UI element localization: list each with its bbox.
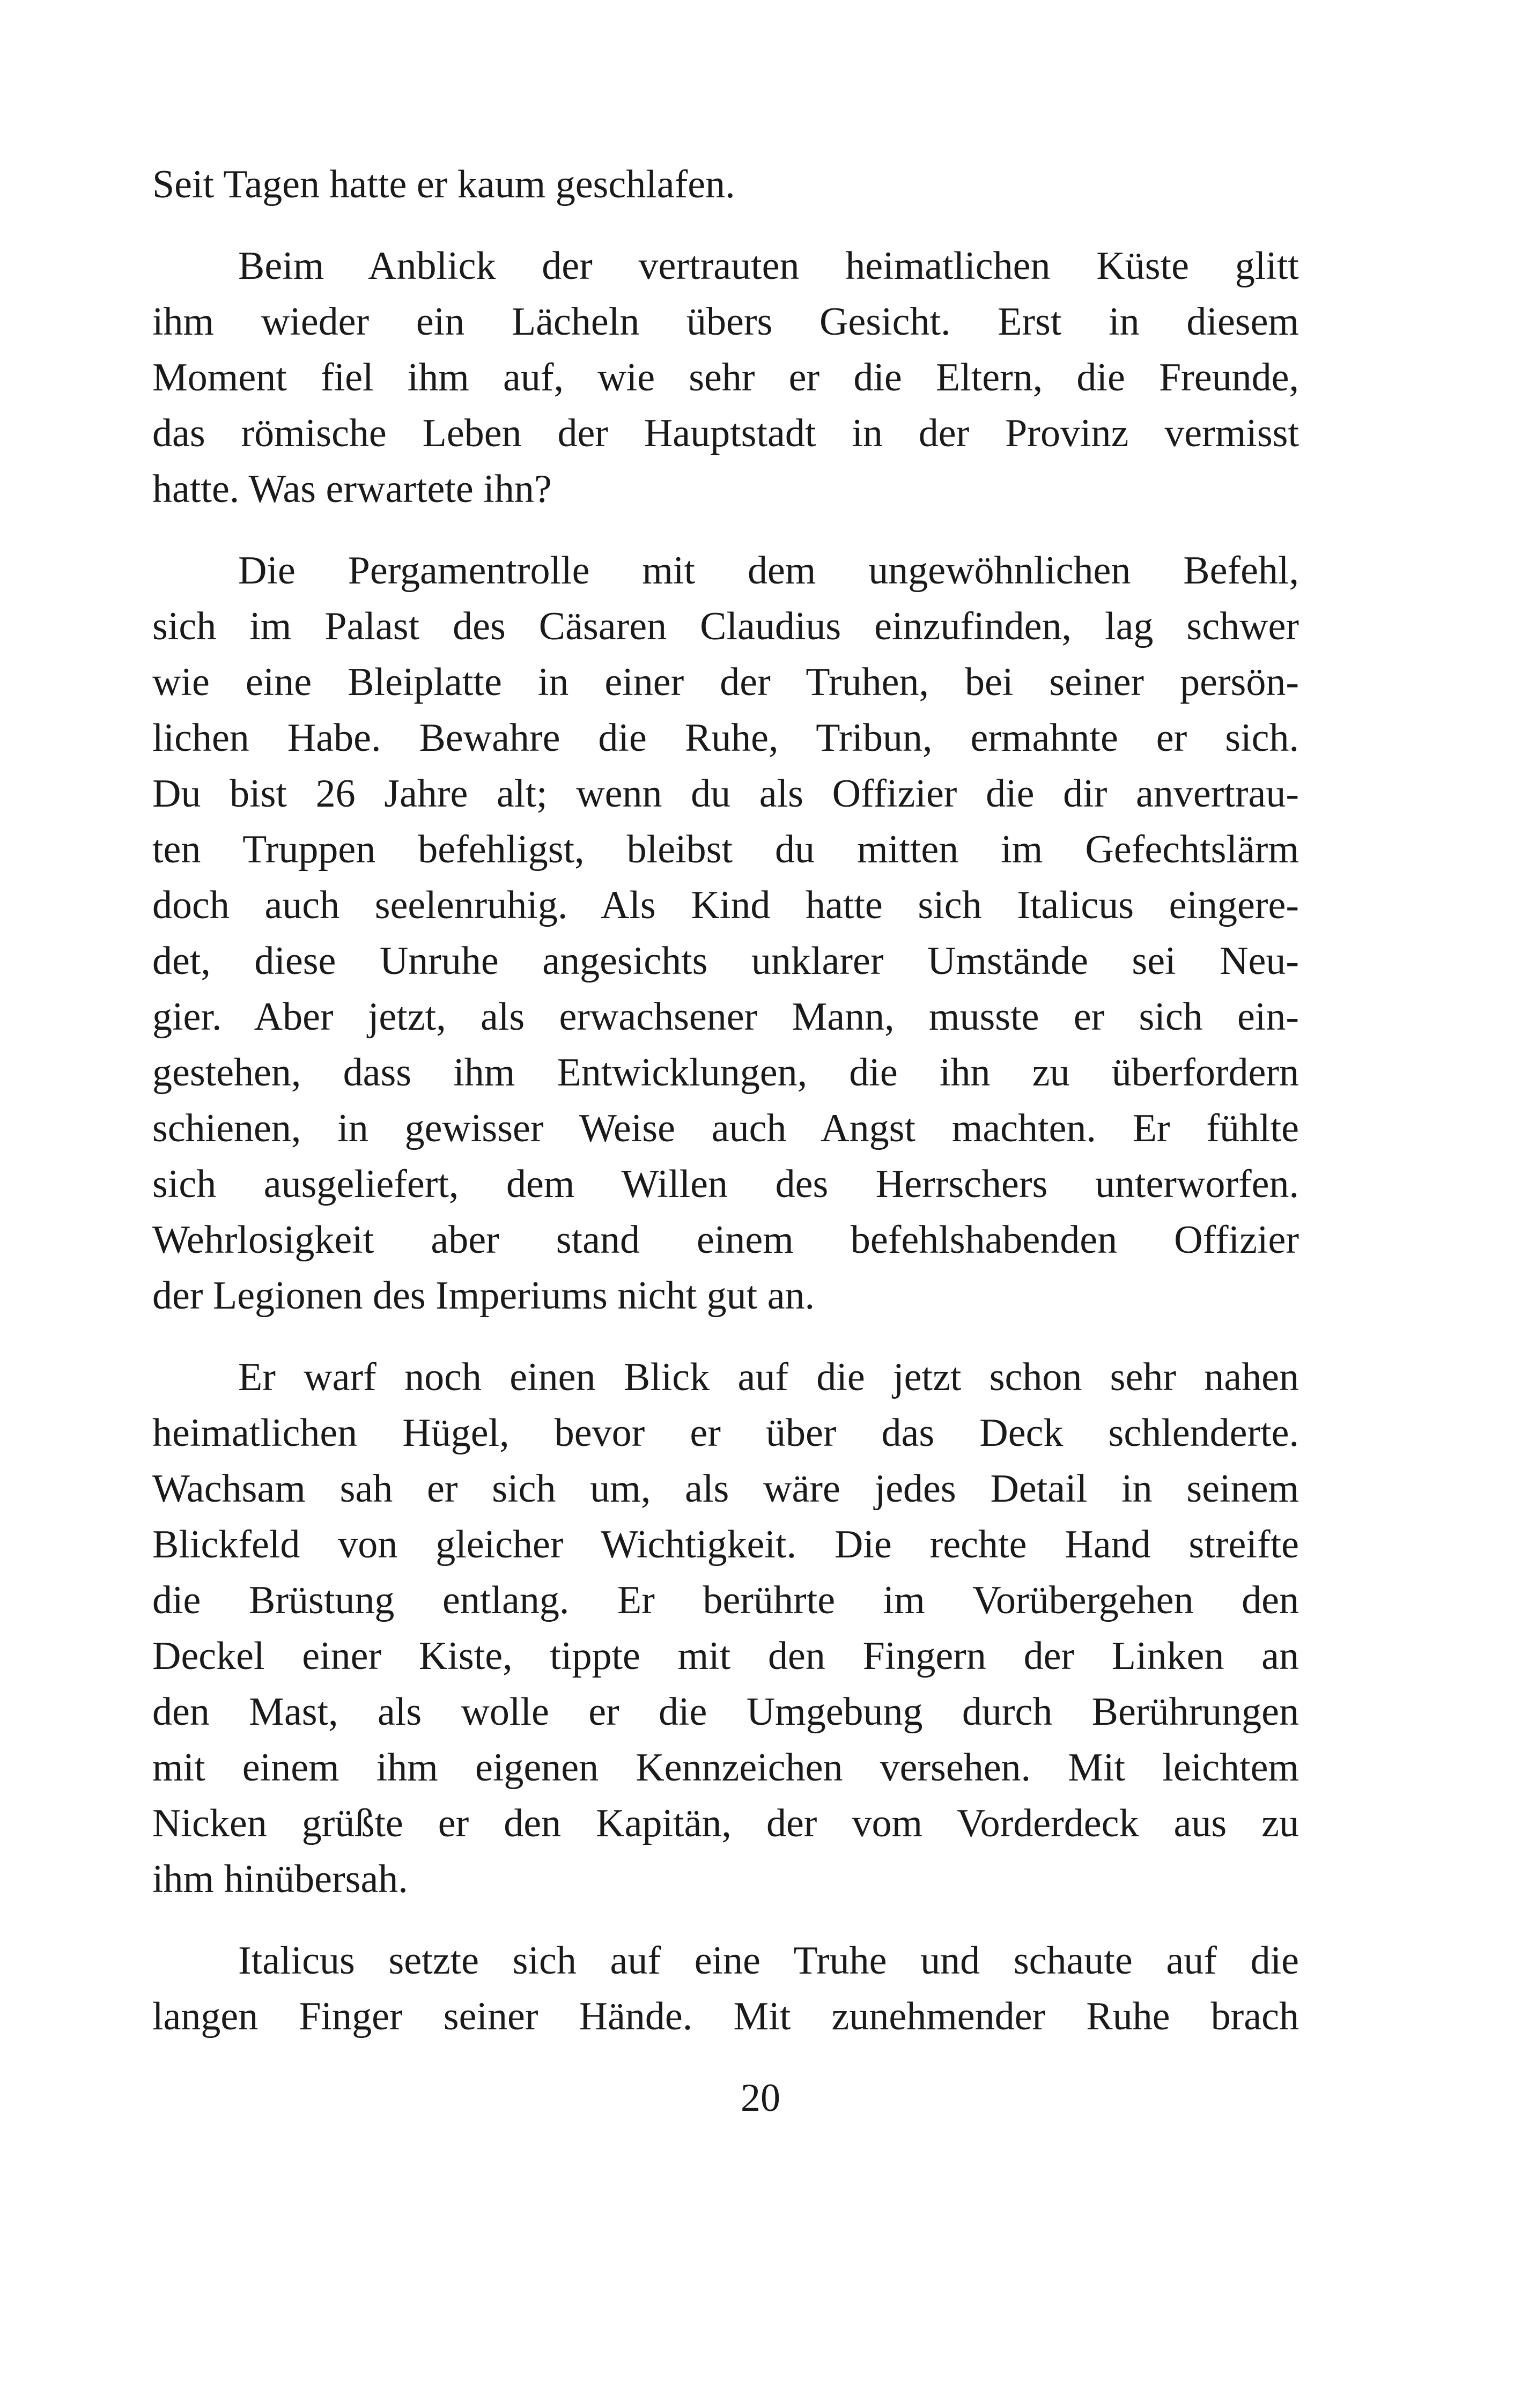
text-line: ihm wieder ein Lächeln übers Gesicht. Erst in diesem xyxy=(152,300,1299,344)
text-line: Seit Tagen hatte er kaum geschlafen. xyxy=(152,162,735,206)
text-line: Die Pergamentrolle mit dem ungewöhnlichen Befehl, xyxy=(238,549,1299,593)
text-line: wie eine Bleiplatte in einer der Truhen, bei seiner persön- xyxy=(152,660,1299,704)
text-line: doch auch seelenruhig. Als Kind hatte sich Italicus eingere- xyxy=(152,883,1299,927)
paragraph xyxy=(152,1933,1299,2044)
text-line: sich im Palast des Cäsaren Claudius einzufinden, lag schwer xyxy=(152,604,1299,648)
text-line: heimatlichen Hügel, bevor er über das Deck schlenderte. xyxy=(152,1411,1299,1455)
text-line: Er warf noch einen Blick auf die jetzt schon sehr nahen xyxy=(238,1355,1299,1399)
text-line: gier. Aber jetzt, als erwachsener Mann, musste er sich ein- xyxy=(152,995,1299,1039)
text-line: mit einem ihm eigenen Kennzeichen versehen. Mit leichtem xyxy=(152,1746,1299,1790)
page-number: 20 xyxy=(741,2076,780,2120)
paragraph-gap xyxy=(152,212,1299,238)
text-line: den Mast, als wolle er die Umgebung durch Berührungen xyxy=(152,1690,1299,1734)
text-line: Du bist 26 Jahre alt; wenn du als Offizier die dir anvertrau- xyxy=(152,772,1299,816)
body-text xyxy=(152,157,1299,2044)
text-line: Nicken grüßte er den Kapitän, der vom Vorderdeck aus zu xyxy=(152,1801,1299,1845)
text-line: Beim Anblick der vertrauten heimatlichen Küste glitt xyxy=(238,244,1299,288)
text-line: gestehen, dass ihm Entwicklungen, die ihn zu überfordern xyxy=(152,1051,1299,1095)
text-line: langen Finger seiner Hände. Mit zunehmender Ruhe brach xyxy=(152,1995,1299,2038)
text-line: Deckel einer Kiste, tippte mit den Fingern der Linken an xyxy=(152,1634,1299,1678)
text-line: der Legionen des Imperiums nicht gut an. xyxy=(152,1274,815,1318)
text-line: det, diese Unruhe angesichts unklarer Umstände sei Neu- xyxy=(152,939,1299,983)
text-line: die Brüstung entlang. Er berührte im Vorübergehen den xyxy=(152,1578,1299,1622)
text-line: Italicus setzte sich auf eine Truhe und schaute auf die xyxy=(238,1939,1299,1983)
text-line: ten Truppen befehligst, bleibst du mitten im Gefechtslärm xyxy=(152,828,1299,871)
text-line: das römische Leben der Hauptstadt in der Provinz vermisst xyxy=(152,411,1299,455)
text-line: Wachsam sah er sich um, als wäre jedes Detail in seinem xyxy=(152,1467,1299,1511)
paragraph-gap xyxy=(152,517,1299,543)
paragraph xyxy=(152,543,1299,1324)
text-line: Moment fiel ihm auf, wie sehr er die Eltern, die Freunde, xyxy=(152,356,1299,400)
text-line: hatte. Was erwartete ihn? xyxy=(152,467,552,511)
text-line: Blickfeld von gleicher Wichtigkeit. Die rechte Hand streifte xyxy=(152,1523,1299,1567)
paragraph xyxy=(152,238,1299,517)
paragraph xyxy=(152,1349,1299,1907)
text-line: ihm hinübersah. xyxy=(152,1857,408,1901)
paragraph-gap xyxy=(152,1324,1299,1349)
text-line: lichen Habe. Bewahre die Ruhe, Tribun, ermahnte er sich. xyxy=(152,716,1299,760)
text-line: Wehrlosigkeit aber stand einem befehlshabenden Offizier xyxy=(152,1218,1299,1262)
paragraph-gap xyxy=(152,1907,1299,1933)
text-line: schienen, in gewisser Weise auch Angst machten. Er fühlte xyxy=(152,1106,1299,1150)
text-line: sich ausgeliefert, dem Willen des Herrschers unterworfen. xyxy=(152,1162,1299,1206)
paragraph xyxy=(152,157,1299,212)
